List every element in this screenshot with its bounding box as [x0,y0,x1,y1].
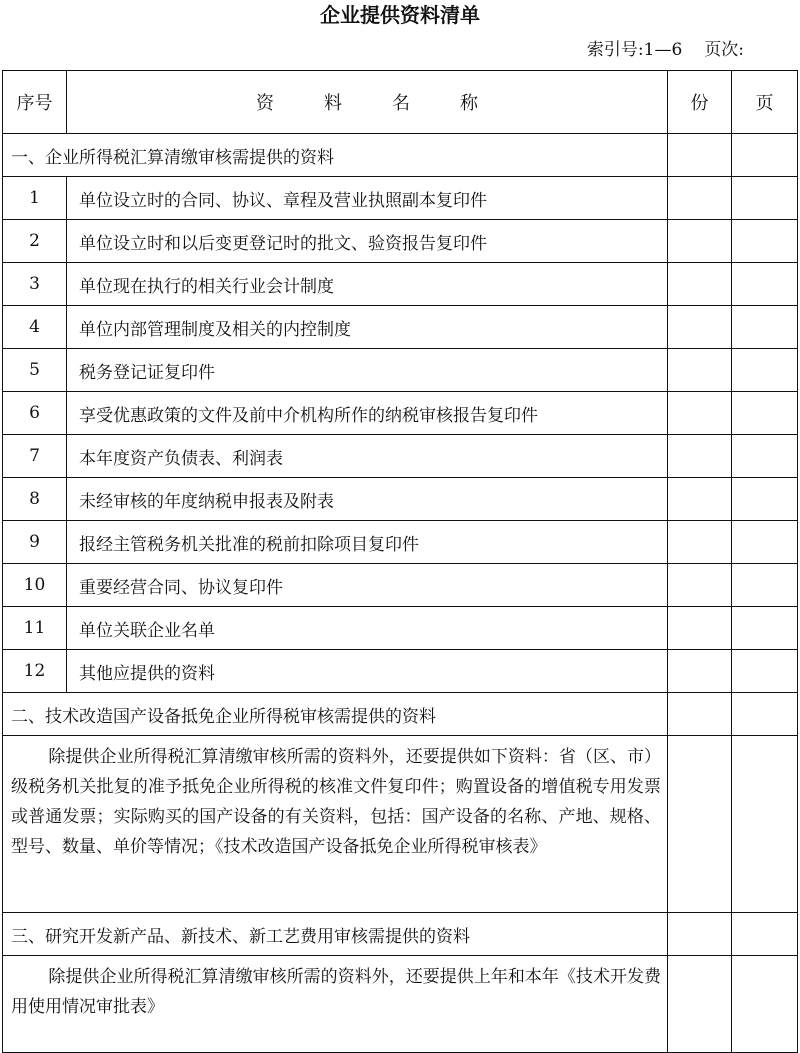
section-3-text: 除提供企业所得税汇算清缴审核所需的资料外，还要提供上年和本年《技术开发费用使用情况审批表》 [3,956,668,1053]
item-name: 单位内部管理制度及相关的内控制度 [67,306,668,349]
pages-cell [732,736,798,913]
item-no: 12 [3,650,67,693]
table-row [3,177,798,220]
item-no: 2 [3,220,67,263]
section-2-text: 除提供企业所得税汇算清缴审核所需的资料外，还要提供如下资料：省（区、市）级税务机关批复的准予抵免企业所得税的核准文件复印件；购置设备的增值税专用发票或普通发票；实际购买的国产设备的有关资料，包括：国产设备的名称、产地、规格、型号、数量、单价等情况；《技术改造国产设备抵免企业所得税审核表》 [3,736,668,913]
item-no: 8 [3,478,67,521]
header-name-label: 资料名称 [256,93,528,114]
copies-cell [668,435,732,478]
document-title: 企业提供资料清单 [320,3,480,27]
item-no: 5 [3,349,67,392]
copies-cell [668,349,732,392]
item-no: 7 [3,435,67,478]
item-no: 6 [3,392,67,435]
item-name: 重要经营合同、协议复印件 [67,564,668,607]
table-row [3,521,798,564]
header-no: 序号 [3,71,67,134]
table-row [3,478,798,521]
table-row [3,607,798,650]
section-2-content-row [3,736,798,913]
table-row [3,349,798,392]
pages-cell [732,392,798,435]
section-1-title: 一、企业所得税汇算清缴审核需提供的资料 [3,134,668,177]
item-name: 单位现在执行的相关行业会计制度 [67,263,668,306]
item-name: 单位设立时的合同、协议、章程及营业执照副本复印件 [67,177,668,220]
pages-cell [732,478,798,521]
copies-cell [668,306,732,349]
item-no: 3 [3,263,67,306]
index-line [587,38,744,62]
copies-cell [668,693,732,736]
pages-cell [732,177,798,220]
copies-cell [668,736,732,913]
table-row [3,220,798,263]
copies-cell [668,956,732,1053]
table-row [3,435,798,478]
pages-cell [732,134,798,177]
pages-cell [732,220,798,263]
pages-cell [732,263,798,306]
table-header-row [3,71,798,134]
copies-cell [668,177,732,220]
copies-cell [668,521,732,564]
pages-cell [732,521,798,564]
page-number-label: 页次: [704,40,744,60]
pages-cell [732,956,798,1053]
header-name [67,71,668,134]
copies-cell [668,134,732,177]
item-name: 其他应提供的资料 [67,650,668,693]
table-row [3,263,798,306]
copies-cell [668,650,732,693]
item-no: 1 [3,177,67,220]
copies-cell [668,220,732,263]
pages-cell [732,435,798,478]
materials-table [2,70,798,1053]
copies-cell [668,564,732,607]
pages-cell [732,913,798,956]
item-no: 11 [3,607,67,650]
section-row [3,693,798,736]
index-number: 索引号:1—6 [586,40,683,60]
header-copies: 份 [668,71,732,134]
pages-cell [732,306,798,349]
pages-cell [732,650,798,693]
section-row [3,134,798,177]
copies-cell [668,913,732,956]
pages-cell [732,607,798,650]
item-name: 报经主管税务机关批准的税前扣除项目复印件 [67,521,668,564]
table-row [3,392,798,435]
pages-cell [732,349,798,392]
item-no: 10 [3,564,67,607]
item-name: 税务登记证复印件 [67,349,668,392]
item-name: 单位设立时和以后变更登记时的批文、验资报告复印件 [67,220,668,263]
section-3-title: 三、研究开发新产品、新技术、新工艺费用审核需提供的资料 [3,913,668,956]
table-row [3,650,798,693]
item-no: 4 [3,306,67,349]
header-pages: 页 [732,71,798,134]
section-3-content-row [3,956,798,1053]
item-name: 本年度资产负债表、利润表 [67,435,668,478]
table-row [3,564,798,607]
table-row [3,306,798,349]
pages-cell [732,693,798,736]
item-no: 9 [3,521,67,564]
copies-cell [668,392,732,435]
item-name: 未经审核的年度纳税申报表及附表 [67,478,668,521]
item-name: 享受优惠政策的文件及前中介机构所作的纳税审核报告复印件 [67,392,668,435]
item-name: 单位关联企业名单 [67,607,668,650]
copies-cell [668,478,732,521]
copies-cell [668,263,732,306]
section-2-title: 二、技术改造国产设备抵免企业所得税审核需提供的资料 [3,693,668,736]
section-row [3,913,798,956]
copies-cell [668,607,732,650]
pages-cell [732,564,798,607]
